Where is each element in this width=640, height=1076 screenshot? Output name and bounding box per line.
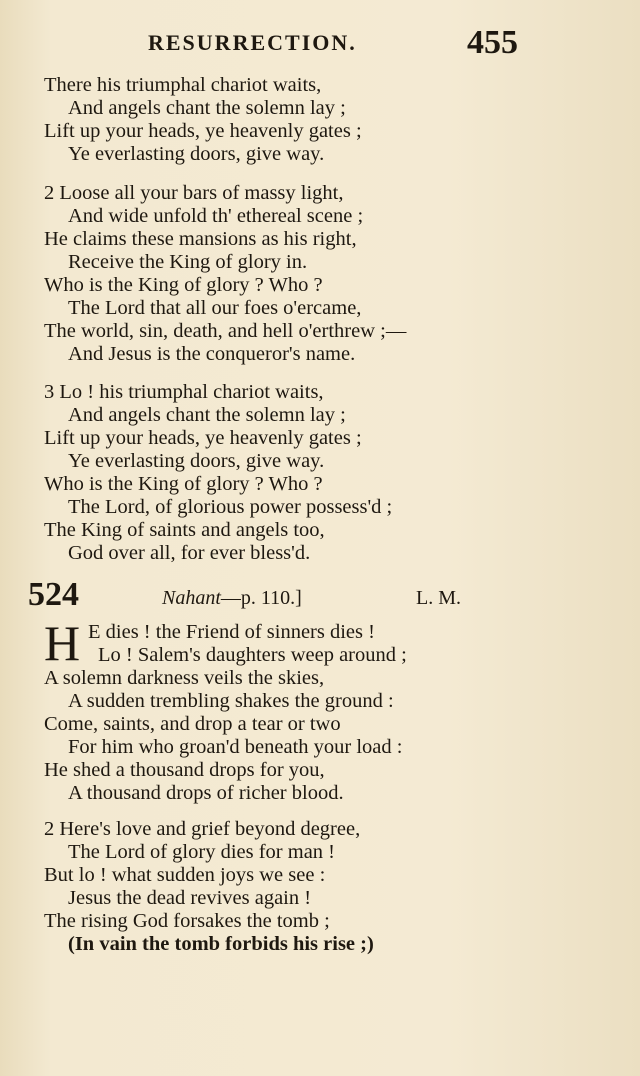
verse-line: But lo ! what sudden joys we see : [44,864,326,886]
tune-reference [162,587,302,610]
hymn-stanza-2 [0,818,640,956]
verse-line: 2 Loose all your bars of massy light, [44,182,344,204]
verse-line: E dies ! the Friend of sinners dies ! [88,621,375,643]
verse-line: Receive the King of glory in. [68,251,308,273]
verse-line: Come, saints, and drop a tear or two [44,713,341,735]
verse-line: A sudden trembling shakes the ground : [68,690,394,712]
verse-line: God over all, for ever bless'd. [68,542,311,564]
verse-line: The Lord, of glorious power possess'd ; [68,496,393,518]
stanza-continued [0,74,640,166]
stanza-2 [0,182,640,366]
verse-line: Lift up your heads, ye heavenly gates ; [44,120,362,142]
verse-line: Lo ! Salem's daughters weep around ; [98,644,407,666]
verse-line: Who is the King of glory ? Who ? [44,473,323,495]
verse-line: There his triumphal chariot waits, [44,74,322,96]
hymn-number: 524 [28,576,79,613]
verse-line: 2 Here's love and grief beyond degree, [44,818,361,840]
verse-line: The Lord that all our foes o'ercame, [68,297,362,319]
verse-line: Who is the King of glory ? Who ? [44,274,323,296]
hymn-heading [0,576,640,620]
verse-line: Ye everlasting doors, give way. [68,143,325,165]
running-title: RESURRECTION. [148,30,357,55]
verse-line: The world, sin, death, and hell o'erthrew ;— [44,320,407,342]
page-number: 455 [467,24,518,61]
tune-name: Nahant [162,587,221,609]
verse-line: And angels chant the solemn lay ; [68,404,346,426]
verse-line: And angels chant the solemn lay ; [68,97,346,119]
verse-line: The Lord of glory dies for man ! [68,841,335,863]
page-header [0,26,640,66]
verse-line: And wide unfold th' ethereal scene ; [68,205,364,227]
verse-line: And Jesus is the conqueror's name. [68,343,356,365]
drop-cap: H [44,615,81,671]
verse-line: A solemn darkness veils the skies, [44,667,325,689]
verse-line: A thousand drops of richer blood. [68,782,344,804]
verse-line: He claims these mansions as his right, [44,228,357,250]
verse-line: He shed a thousand drops for you, [44,759,325,781]
stanza-3 [0,381,640,565]
verse-line: Lift up your heads, ye heavenly gates ; [44,427,362,449]
verse-line: The rising God forsakes the tomb ; [44,910,330,932]
tune-page-ref: —p. 110.] [220,587,302,609]
verse-line: Jesus the dead revives again ! [68,887,312,909]
verse-line: For him who groan'd beneath your load : [68,736,403,758]
hymn-stanza-1 [0,615,640,805]
verse-line: Ye everlasting doors, give way. [68,450,325,472]
verse-line: The King of saints and angels too, [44,519,325,541]
meter: L. M. [416,587,461,609]
verse-line: (In vain the tomb forbids his rise ;) [68,933,374,955]
verse-line: 3 Lo ! his triumphal chariot waits, [44,381,324,403]
